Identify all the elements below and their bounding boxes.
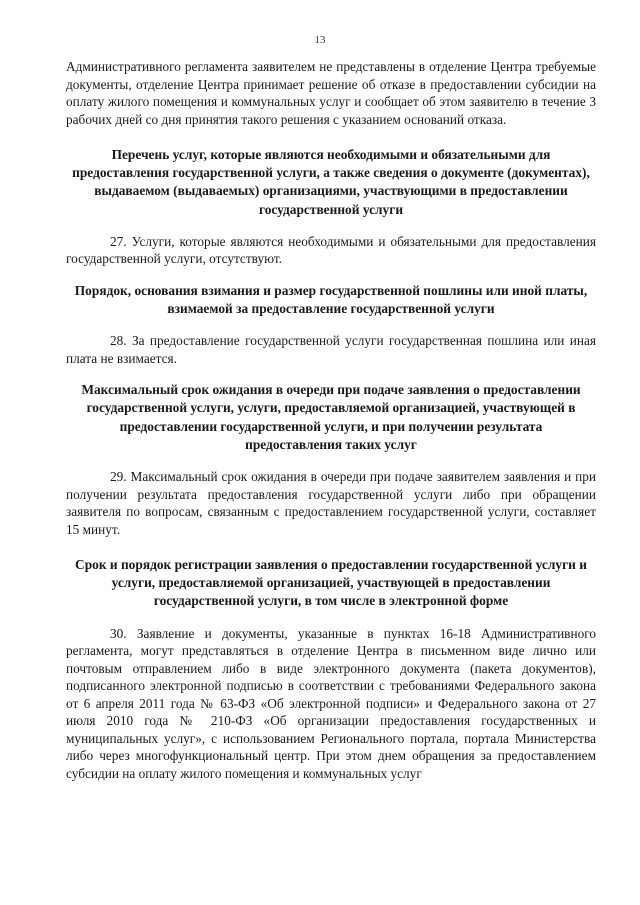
paragraph-27: 27. Услуги, которые являются необходимыми и обязательными для предоставления государственной услуги, отсутствуют. <box>66 233 596 267</box>
paragraph-29: 29. Максимальный срок ожидания в очереди при подаче заявителем заявления и при получении результата предоставления государственной услуги либо при обращении заявителя по вопросам, связанным с предоставлением государственной услуги, составляет 15 минут. <box>66 469 596 537</box>
paragraph-30: 30. Заявление и документы, указанные в пунктах 16-18 Административного регламента, могут представляться в отделение Центра в письменном виде лично или почтовым отправлением либо в виде электронного документа (пакета документов), подписанного электронной подписью в соответствии с требованиями Федерального закона от 6 апреля 2011 года № 63-ФЗ «Об электронной подписи» и Федерального закона от 27 июля 2010 года № 210-ФЗ «Об организации предоставления государственных и муниципальных услуг», с использованием Регионального портала, портала Министерства либо через многофункциональный центр. При этом днем обращения за предоставлением субсидии на оплату жилого помещения и коммунальных услуг <box>66 625 596 781</box>
heading-queue-waiting-time: Максимальный срок ожидания в очереди при подаче заявления о предоставлении государственной услуги, услуги, предоставляемой организацией, участвующей в предоставлении государственной услуги, и при получении результата предоставления таких услуг <box>81 382 581 452</box>
heading-application-registration: Срок и порядок регистрации заявления о предоставлении государственной услуги и услуги, предоставляемой организацией, участвующей в предоставлении государственной услуги, в том числе в электронной форме <box>75 557 587 609</box>
paragraph-28: 28. За предоставление государственной услуги государственная пошлина или иная плата не взимается. <box>66 333 596 366</box>
paragraph-intro: Административного регламента заявителем не представлены в отделение Центра требуемые документы, отделение Центра принимает решение об отказе в предоставлении субсидии на оплату жилого помещения и коммунальных услуг и сообщает об этом заявителю в течение 3 рабочих дней со дня принятия такого решения с указанием оснований отказа. <box>66 59 596 127</box>
page-number: 13 <box>314 34 326 46</box>
heading-required-services: Перечень услуг, которые являются необходимыми и обязательными для предоставления государственной услуги, а также сведения о документе (документах), выдаваемом (выдаваемых) организациями, участвующими в предоставлении государственной услуги <box>72 147 590 217</box>
heading-state-fee: Порядок, основания взимания и размер государственной пошлины или иной платы, взимаемой за предоставление государственной услуги <box>74 282 588 317</box>
document-body <box>66 58 596 782</box>
